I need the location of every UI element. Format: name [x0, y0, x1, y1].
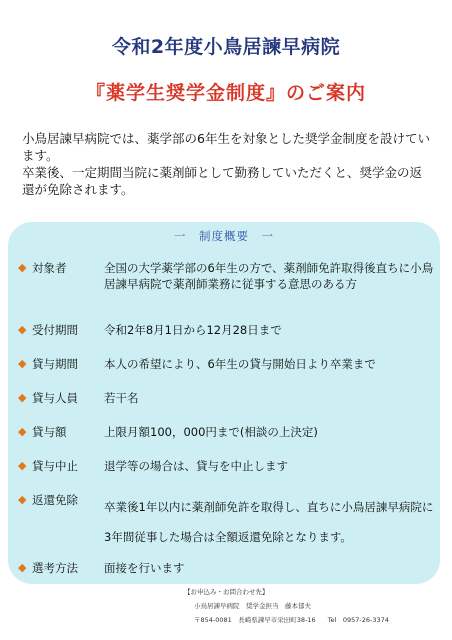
diamond-bullet-icon: ◆: [18, 425, 27, 438]
contact-address-line: [184, 613, 444, 627]
contact-heading: 【お申込み・お問合わせ先】: [184, 588, 269, 596]
row-label: 貸与期間: [32, 357, 78, 371]
diamond-bullet-icon: ◆: [18, 323, 27, 336]
contact-info: [184, 585, 444, 627]
row-label: 貸与額: [32, 425, 67, 439]
contact-person: 小鳥居諫早病院 奨学金担当 藤本郁夫: [194, 602, 311, 610]
document-title: 令和2年度小鳥居諫早病院: [111, 36, 341, 58]
overview-heading: 一 制度概要 一: [174, 229, 274, 243]
diamond-bullet-icon: ◆: [18, 459, 27, 472]
document-subtitle: 『薬学生奨学金制度』のご案内: [85, 82, 366, 104]
row-label: 貸与中止: [32, 459, 78, 473]
diamond-bullet-icon: ◆: [18, 561, 27, 574]
diamond-bullet-icon: ◆: [18, 357, 27, 370]
diamond-bullet-icon: ◆: [18, 391, 27, 404]
row-value: 上限月額100，000円まで(相談の上決定): [104, 425, 318, 439]
intro-paragraph-2: 卒業後、一定期間当院に薬剤師として勤務していただくと、奨学金の返還が免除されます。: [22, 165, 423, 197]
contact-address: 〒854-0081 長崎県諫早市栄田町38-16: [194, 616, 316, 624]
diamond-bullet-icon: ◆: [18, 493, 27, 506]
row-value: 令和2年8月1日から12月28日まで: [104, 323, 282, 337]
overview-row-repayment-exemption: [18, 492, 436, 542]
row-value: 全国の大学薬学部の6年生の方で、薬剤師免許取得後直ちに小鳥居諫早病院で薬剤師業務に従事する意思のある方: [104, 261, 434, 291]
contact-tel: Tel 0957-26-3374: [327, 616, 389, 624]
row-value: 卒業後1年以内に薬剤師免許を取得し、直ちに小鳥居諫早病院に3年間従事した場合は全額返還免除となります。: [104, 500, 434, 544]
row-label: 貸与人員: [32, 391, 78, 405]
intro-text: [22, 130, 434, 198]
row-label: 対象者: [32, 261, 67, 275]
row-label: 受付期間: [32, 323, 78, 337]
row-value: 面接を行います: [104, 561, 185, 575]
diamond-bullet-icon: ◆: [18, 261, 27, 274]
row-value: 退学等の場合は、貸与を中止します: [104, 459, 288, 473]
row-value: 本人の希望により、6年生の貸与開始日より卒業まで: [104, 357, 376, 371]
intro-paragraph-1: 小鳥居諫早病院では、薬学部の6年生を対象とした奨学金制度を設けています。: [22, 131, 430, 163]
row-label: 返還免除: [32, 493, 78, 507]
row-value: 若干名: [104, 391, 139, 405]
row-label: 選考方法: [32, 561, 78, 575]
overview-row-target: [18, 260, 436, 310]
overview-panel: [8, 222, 440, 584]
